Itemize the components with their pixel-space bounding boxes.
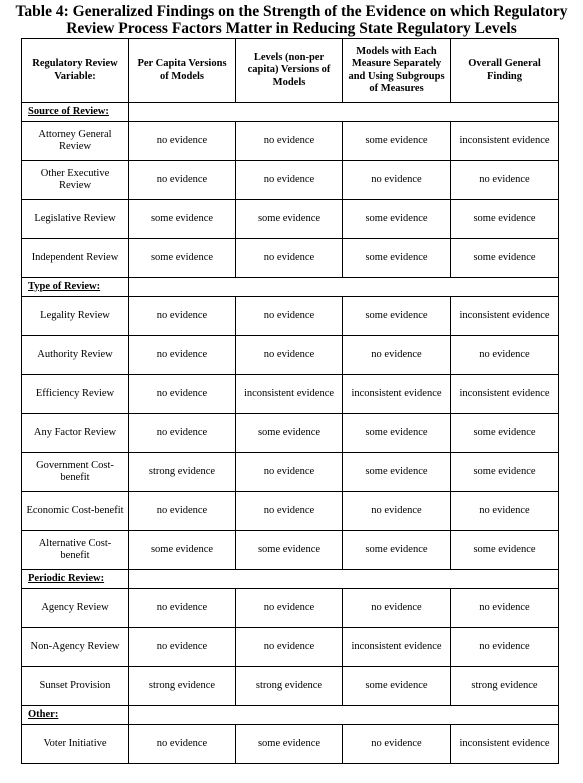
cell-per-capita: no evidence bbox=[129, 628, 236, 667]
table-row bbox=[22, 628, 559, 667]
cell-variable: Legality Review bbox=[22, 297, 129, 336]
cell-overall: no evidence bbox=[451, 492, 559, 531]
section-label: Type of Review: bbox=[22, 278, 129, 297]
cell-per-capita: some evidence bbox=[129, 531, 236, 570]
cell-overall: strong evidence bbox=[451, 667, 559, 706]
header-row bbox=[22, 39, 559, 103]
cell-variable: Alternative Cost-benefit bbox=[22, 531, 129, 570]
cell-subgroups: inconsistent evidence bbox=[343, 375, 451, 414]
cell-variable: Government Cost-benefit bbox=[22, 453, 129, 492]
section-spacer bbox=[129, 103, 559, 122]
cell-subgroups: some evidence bbox=[343, 239, 451, 278]
table-row bbox=[22, 667, 559, 706]
cell-per-capita: strong evidence bbox=[129, 453, 236, 492]
table-title bbox=[4, 3, 579, 37]
cell-variable: Attorney General Review bbox=[22, 122, 129, 161]
cell-levels: no evidence bbox=[236, 492, 343, 531]
cell-per-capita: no evidence bbox=[129, 492, 236, 531]
table-row bbox=[22, 239, 559, 278]
section-row bbox=[22, 570, 559, 589]
cell-variable: Authority Review bbox=[22, 336, 129, 375]
cell-per-capita: no evidence bbox=[129, 297, 236, 336]
section-spacer bbox=[129, 706, 559, 725]
section-row bbox=[22, 103, 559, 122]
table-title-line-2: Review Process Factors Matter in Reducing State Regulatory Levels bbox=[66, 20, 517, 37]
table-row bbox=[22, 492, 559, 531]
section-row bbox=[22, 706, 559, 725]
cell-levels: some evidence bbox=[236, 414, 343, 453]
cell-subgroups: no evidence bbox=[343, 336, 451, 375]
cell-subgroups: some evidence bbox=[343, 667, 451, 706]
cell-overall: no evidence bbox=[451, 161, 559, 200]
cell-overall: inconsistent evidence bbox=[451, 297, 559, 336]
cell-variable: Non-Agency Review bbox=[22, 628, 129, 667]
cell-subgroups: some evidence bbox=[343, 200, 451, 239]
header-variable: Regulatory Review Variable: bbox=[22, 39, 129, 103]
section-spacer bbox=[129, 278, 559, 297]
header-levels: Levels (non-per capita) Versions of Models bbox=[236, 39, 343, 103]
cell-per-capita: some evidence bbox=[129, 239, 236, 278]
cell-variable: Independent Review bbox=[22, 239, 129, 278]
table-row bbox=[22, 589, 559, 628]
header-overall: Overall General Finding bbox=[451, 39, 559, 103]
cell-levels: no evidence bbox=[236, 336, 343, 375]
findings-table bbox=[21, 38, 559, 764]
cell-overall: inconsistent evidence bbox=[451, 375, 559, 414]
cell-subgroups: no evidence bbox=[343, 725, 451, 764]
cell-levels: strong evidence bbox=[236, 667, 343, 706]
cell-levels: no evidence bbox=[236, 628, 343, 667]
cell-levels: some evidence bbox=[236, 725, 343, 764]
cell-per-capita: no evidence bbox=[129, 375, 236, 414]
cell-variable: Other Executive Review bbox=[22, 161, 129, 200]
section-label: Other: bbox=[22, 706, 129, 725]
cell-levels: no evidence bbox=[236, 453, 343, 492]
cell-overall: some evidence bbox=[451, 453, 559, 492]
cell-subgroups: no evidence bbox=[343, 589, 451, 628]
cell-overall: some evidence bbox=[451, 200, 559, 239]
cell-variable: Efficiency Review bbox=[22, 375, 129, 414]
cell-variable: Legislative Review bbox=[22, 200, 129, 239]
cell-variable: Economic Cost-benefit bbox=[22, 492, 129, 531]
cell-overall: some evidence bbox=[451, 239, 559, 278]
cell-levels: no evidence bbox=[236, 297, 343, 336]
cell-per-capita: no evidence bbox=[129, 122, 236, 161]
cell-subgroups: some evidence bbox=[343, 122, 451, 161]
cell-subgroups: no evidence bbox=[343, 161, 451, 200]
section-label: Periodic Review: bbox=[22, 570, 129, 589]
cell-subgroups: some evidence bbox=[343, 297, 451, 336]
cell-levels: inconsistent evidence bbox=[236, 375, 343, 414]
cell-variable: Agency Review bbox=[22, 589, 129, 628]
cell-subgroups: inconsistent evidence bbox=[343, 628, 451, 667]
table-row bbox=[22, 122, 559, 161]
section-row bbox=[22, 278, 559, 297]
section-spacer bbox=[129, 570, 559, 589]
cell-overall: no evidence bbox=[451, 628, 559, 667]
table-row bbox=[22, 414, 559, 453]
cell-per-capita: no evidence bbox=[129, 336, 236, 375]
cell-overall: some evidence bbox=[451, 414, 559, 453]
cell-overall: no evidence bbox=[451, 336, 559, 375]
cell-levels: no evidence bbox=[236, 161, 343, 200]
cell-levels: some evidence bbox=[236, 200, 343, 239]
cell-variable: Voter Initiative bbox=[22, 725, 129, 764]
table-row bbox=[22, 531, 559, 570]
cell-overall: inconsistent evidence bbox=[451, 122, 559, 161]
cell-per-capita: no evidence bbox=[129, 725, 236, 764]
table-row bbox=[22, 453, 559, 492]
table-row bbox=[22, 297, 559, 336]
cell-overall: no evidence bbox=[451, 589, 559, 628]
table-row bbox=[22, 161, 559, 200]
cell-subgroups: no evidence bbox=[343, 492, 451, 531]
table-row bbox=[22, 336, 559, 375]
cell-overall: inconsistent evidence bbox=[451, 725, 559, 764]
table-row bbox=[22, 725, 559, 764]
cell-per-capita: strong evidence bbox=[129, 667, 236, 706]
cell-per-capita: no evidence bbox=[129, 414, 236, 453]
cell-variable: Sunset Provision bbox=[22, 667, 129, 706]
cell-variable: Any Factor Review bbox=[22, 414, 129, 453]
header-per-capita: Per Capita Versions of Models bbox=[129, 39, 236, 103]
header-subgroups: Models with Each Measure Separately and Using Subgroups of Measures bbox=[343, 39, 451, 103]
cell-per-capita: no evidence bbox=[129, 161, 236, 200]
cell-per-capita: no evidence bbox=[129, 589, 236, 628]
cell-subgroups: some evidence bbox=[343, 453, 451, 492]
table-title-line-1: Table 4: Generalized Findings on the Strength of the Evidence on which Regulatory bbox=[15, 3, 568, 20]
table-row bbox=[22, 375, 559, 414]
cell-levels: no evidence bbox=[236, 589, 343, 628]
table-row bbox=[22, 200, 559, 239]
cell-subgroups: some evidence bbox=[343, 414, 451, 453]
section-label: Source of Review: bbox=[22, 103, 129, 122]
table-body bbox=[22, 103, 559, 764]
cell-levels: no evidence bbox=[236, 122, 343, 161]
cell-overall: some evidence bbox=[451, 531, 559, 570]
cell-per-capita: some evidence bbox=[129, 200, 236, 239]
cell-levels: no evidence bbox=[236, 239, 343, 278]
cell-subgroups: some evidence bbox=[343, 531, 451, 570]
cell-levels: some evidence bbox=[236, 531, 343, 570]
